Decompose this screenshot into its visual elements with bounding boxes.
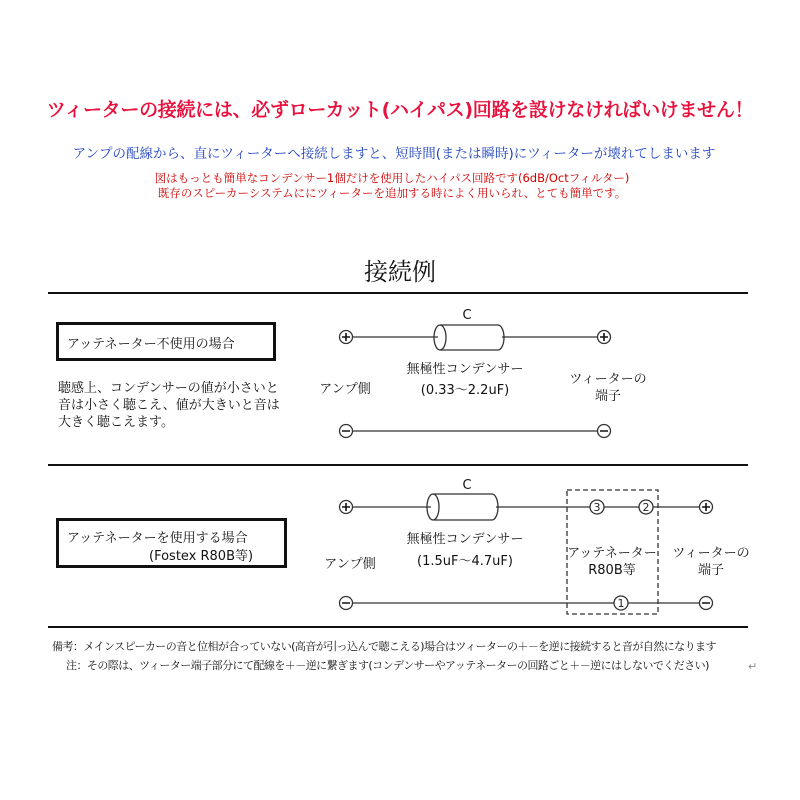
tweeter-label-2: 端子 <box>697 563 725 578</box>
return-mark: ↵ <box>748 660 758 673</box>
example2-label: アッテネーターを使用する場合 <box>67 531 248 546</box>
tweeter-label-1: ツィーターの <box>569 372 647 387</box>
capacitor-range: (1.5uF～4.7uF) <box>417 554 513 569</box>
tweeter-label-2: 端子 <box>594 389 622 404</box>
description-line-1: 図はもっとも簡単なコンデンサー1個だけを使用したハイパス回路です(6dB/Octフィルター) <box>154 171 630 185</box>
explanation-line: 大きく聴こえます。 <box>58 415 174 430</box>
page-title: ツィーターの接続には、必ずローカット(ハイパス)回路を設けなければいけません！ <box>46 99 754 121</box>
capacitor-body <box>433 494 498 520</box>
pin-1-label: 1 <box>617 597 625 610</box>
remark-note: 備考：メインスピーカーの音と位相が合っていない(高音が引っ込んで聴こえる)場合はツィーターの＋－を逆に接続すると音が自然になります <box>52 640 716 653</box>
capacitor-symbol: C <box>462 478 472 493</box>
section-title: 接続例 <box>364 258 436 286</box>
capacitor-symbol: C <box>462 308 472 323</box>
capacitor-range: (0.33～2.2uF) <box>420 383 510 398</box>
warning-text: アンプの配線から、直にツィーターへ接続しますと、短時間(または瞬時)にツィーターが壊れてしまいます <box>72 146 716 162</box>
pin-2-label: 2 <box>642 501 650 514</box>
amp-side-label: アンプ側 <box>319 382 371 397</box>
capacitor-body <box>440 325 504 350</box>
capacitor-name: 無極性コンデンサー <box>406 532 524 547</box>
example1-label: アッテネーター不使用の場合 <box>67 337 235 352</box>
amp-side-label: アンプ側 <box>324 557 376 572</box>
explanation-line: 聴感上、コンデンサーの値が小さいと <box>58 381 279 396</box>
capacitor-name: 無極性コンデンサー <box>406 362 524 377</box>
example1-label-box <box>56 322 276 361</box>
example2-sub-label: (Fostex R80B等) <box>149 549 254 564</box>
attenuator-label-1: アッテネーター <box>567 546 657 561</box>
description-line-2: 既存のスピーカーシステムににツィーターを追加する時によく用いられ、とても簡単です。 <box>157 186 627 200</box>
example1-explanation <box>58 380 280 431</box>
tweeter-label-1: ツィーターの <box>672 546 750 561</box>
attenuator-label-2: R80B等 <box>588 563 636 578</box>
example2-label-box <box>56 518 287 568</box>
explanation-line: 音は小さく聴こえ、値が大きいと音は <box>58 398 280 413</box>
caution-note: 注：その際は、ツィーター端子部分にて配線を＋－逆に繋ぎます(コンデンサーやアッテネーターの回路ごと＋－逆にはしないでください) <box>66 659 709 672</box>
pin-3-label: 3 <box>593 501 601 514</box>
